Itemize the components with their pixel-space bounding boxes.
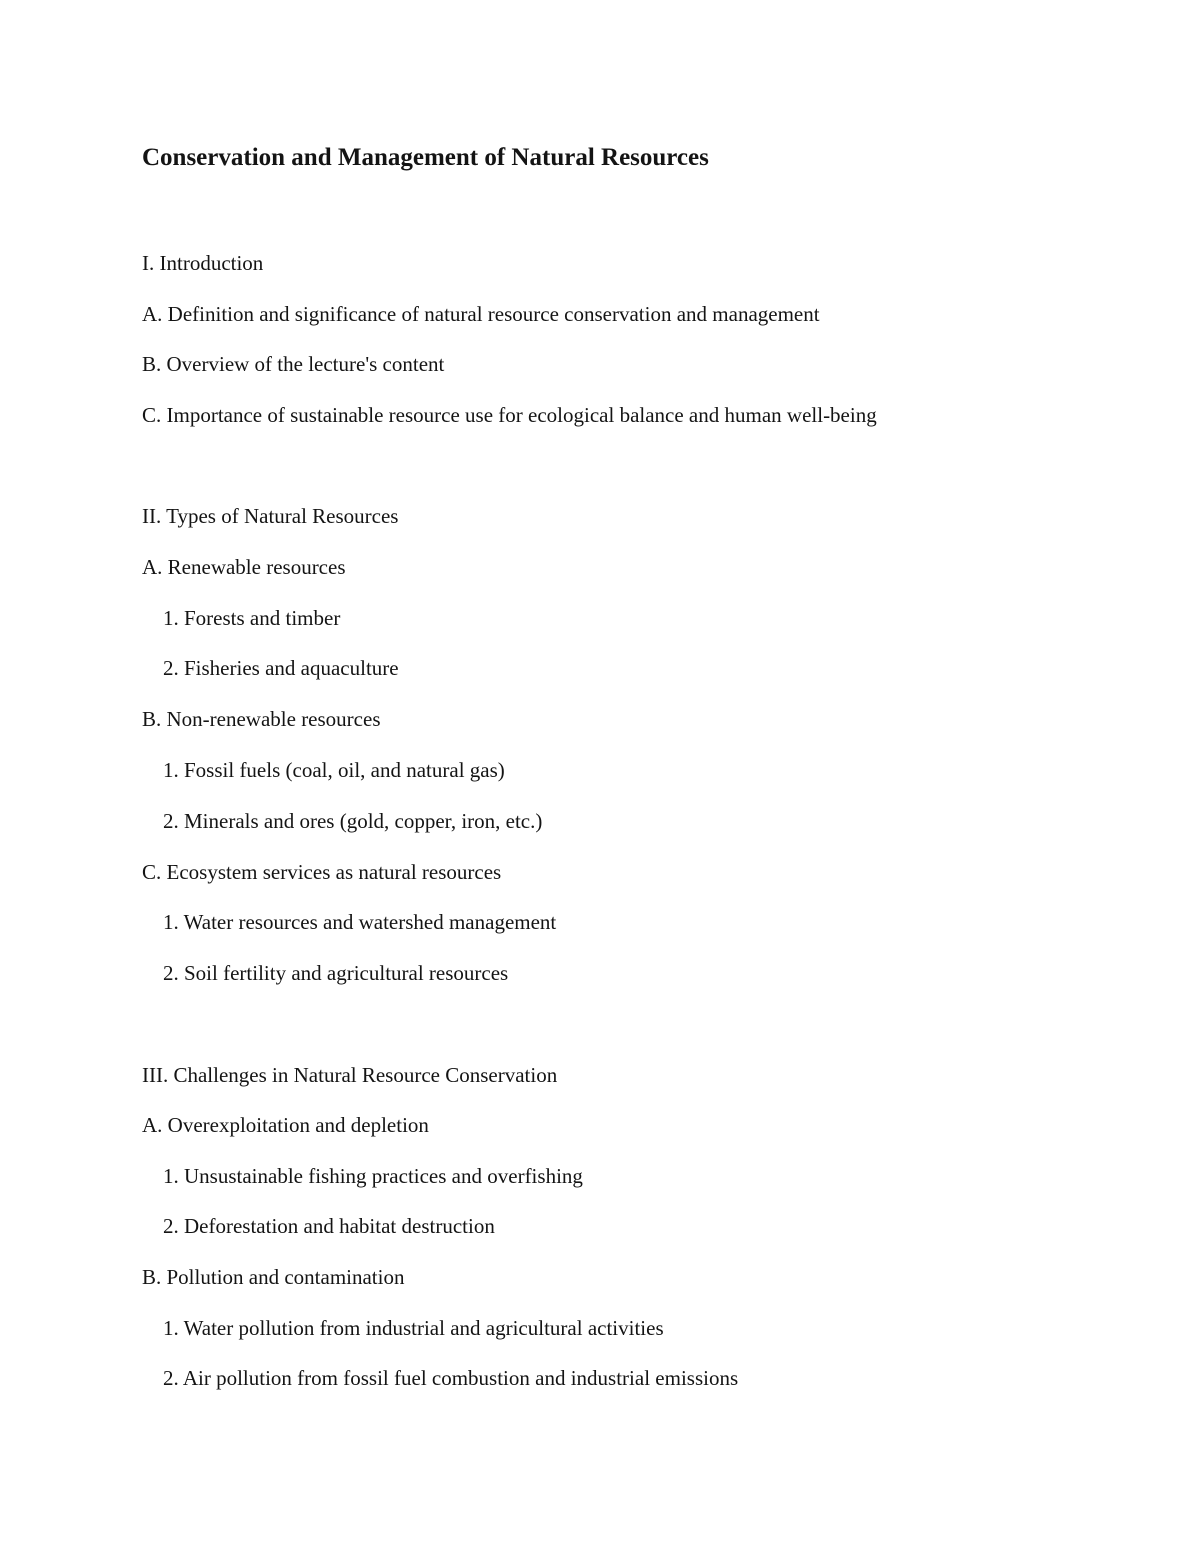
section-heading-types: II. Types of Natural Resources xyxy=(142,504,399,528)
outline-subitem: 1. Forests and timber xyxy=(163,606,341,630)
outline-item: A. Renewable resources xyxy=(142,555,346,579)
outline-subitem: 2. Air pollution from fossil fuel combustion and industrial emissions xyxy=(163,1366,739,1390)
outline-item: C. Ecosystem services as natural resources xyxy=(142,860,502,884)
outline-item: A. Definition and significance of natural resource conservation and management xyxy=(142,302,820,326)
section-heading-introduction: I. Introduction xyxy=(142,251,264,275)
outline-subitem: 2. Soil fertility and agricultural resources xyxy=(163,961,509,985)
outline-item: B. Non-renewable resources xyxy=(142,707,381,731)
outline-subitem: 1. Fossil fuels (coal, oil, and natural gas) xyxy=(163,758,505,782)
outline-subitem: 2. Minerals and ores (gold, copper, iron, etc.) xyxy=(163,809,543,833)
outline-subitem: 1. Water pollution from industrial and agricultural activities xyxy=(163,1316,664,1340)
document-title: Conservation and Management of Natural Resources xyxy=(142,144,709,171)
outline-subitem: 1. Unsustainable fishing practices and overfishing xyxy=(163,1164,583,1188)
section-heading-challenges: III. Challenges in Natural Resource Conservation xyxy=(142,1063,558,1087)
outline-item: B. Overview of the lecture's content xyxy=(142,352,445,376)
outline-item: C. Importance of sustainable resource use for ecological balance and human well-being xyxy=(142,403,877,427)
outline-item: B. Pollution and contamination xyxy=(142,1265,405,1289)
outline-subitem: 2. Deforestation and habitat destruction xyxy=(163,1214,495,1238)
outline-subitem: 1. Water resources and watershed management xyxy=(163,910,557,934)
outline-item: A. Overexploitation and depletion xyxy=(142,1113,429,1137)
outline-subitem: 2. Fisheries and aquaculture xyxy=(163,656,399,680)
